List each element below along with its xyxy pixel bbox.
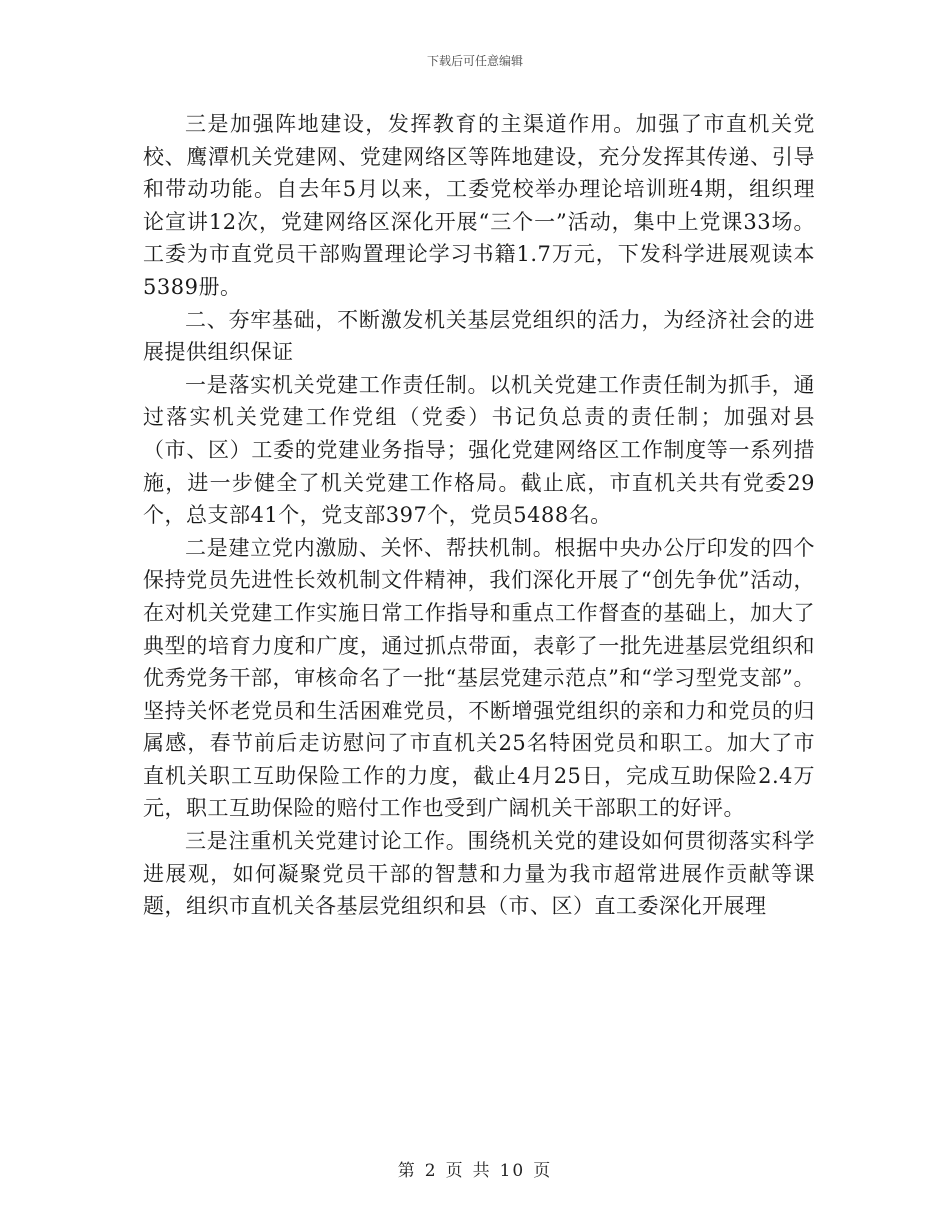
footer-total-pages: 10 xyxy=(499,1161,526,1181)
footer-suffix: 页 xyxy=(533,1161,553,1181)
page-footer xyxy=(0,1156,950,1181)
footer-current-page: 2 xyxy=(424,1161,438,1181)
footer-total-label: 共 xyxy=(472,1161,492,1181)
paragraph-4: 二是建立党内激励、关怀、帮扶机制。根据中央办公厅印发的四个保持党员先进性长效机制文件精神，我们深化开展了“创先争优”活动，在对机关党建工作实施日常工作指导和重点工作督查的基础上，加大了典型的培育力度和广度，通过抓点带面，表彰了一批先进基层党组织和优秀党务干部，审核命名了一批“基层党建示范点”和“学习型党支部”。坚持关怀老党员和生活困难党员，不断增强党组织的亲和力和党员的归属感，春节前后走访慰问了市直机关25名特困党员和职工。加大了市直机关职工互助保险工作的力度，截止4月25日，完成互助保险2.4万元，职工互助保险的赔付工作也受到广阔机关干部职工的好评。 xyxy=(143,535,815,821)
footer-prefix: 第 xyxy=(397,1161,417,1181)
document-body xyxy=(143,108,815,923)
paragraph-3: 一是落实机关党建工作责任制。以机关党建工作责任制为抓手，通过落实机关党建工作党组（党委）书记负总责的责任制；加强对县（市、区）工委的党建业务指导；强化党建网络区工作制度等一系列措施，进一步健全了机关党建工作格局。截止底，市直机关共有党委29个，总支部41个，党支部397个，党员5488名。 xyxy=(143,372,815,528)
section-heading-2: 二、夯牢基础，不断激发机关基层党组织的活力，为经济社会的进展提供组织保证 xyxy=(143,307,815,365)
footer-page-label: 页 xyxy=(445,1161,465,1181)
paragraph-1: 三是加强阵地建设，发挥教育的主渠道作用。加强了市直机关党校、鹰潭机关党建网、党建网络区等阵地建设，充分发挥其传递、引导和带动功能。自去年5月以来，工委党校举办理论培训班4期，组织理论宣讲12次，党建网络区深化开展“三个一”活动，集中上党课33场。工委为市直党员干部购置理论学习书籍1.7万元，下发科学进展观读本5389册。 xyxy=(143,112,815,299)
paragraph-5: 三是注重机关党建讨论工作。围绕机关党的建设如何贯彻落实科学进展观，如何凝聚党员干部的智慧和力量为我市超常进展作贡献等课题，组织市直机关各基层党组织和县（市、区）直工委深化开展理 xyxy=(143,829,815,919)
page-header: 下载后可任意编辑 xyxy=(426,54,523,68)
